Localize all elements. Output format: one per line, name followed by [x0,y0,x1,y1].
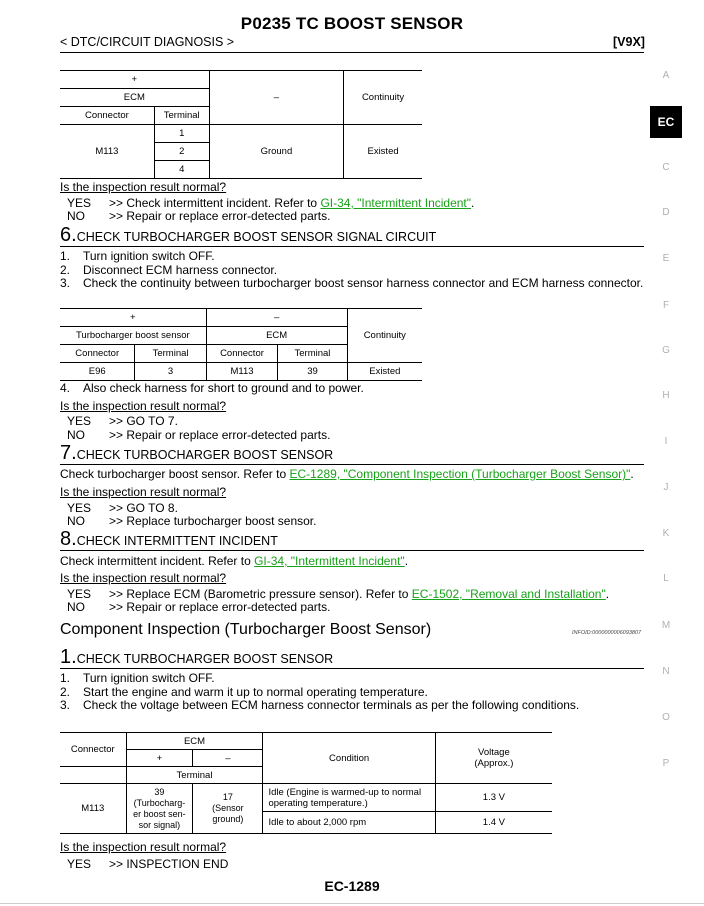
sidebar-letter-c[interactable]: C [662,162,670,173]
sidebar-letter-n[interactable]: N [662,666,670,677]
breadcrumb: < DTC/CIRCUIT DIAGNOSIS > [60,35,235,49]
sidebar-letter-h[interactable]: H [662,390,670,401]
info-id: INFOID:0000000006093807 [572,630,642,636]
step-1-list [60,672,579,713]
yes-row: YES >> INSPECTION END [67,857,229,871]
sidebar-letter-j[interactable]: J [663,482,669,493]
step-6-list [60,250,643,291]
inspection-question: Is the inspection result normal? [60,840,227,854]
sidebar-letter-i[interactable]: I [664,436,668,447]
sidebar-letter-ec-active[interactable]: EC [650,106,682,138]
sidebar-letter-f[interactable]: F [662,300,670,311]
sidebar-letter-g[interactable]: G [662,345,670,356]
step-rule [60,668,644,669]
link-ec1289[interactable]: EC-1289, "Component Inspection (Turbocharger Boost Sensor)" [289,467,631,481]
list-item: 1. Turn ignition switch OFF. [60,671,215,685]
step-7-heading: 7.CHECK TURBOCHARGER BOOST SENSOR [60,442,334,464]
step-8-text: Check intermittent incident. Refer to GI-34, "Intermittent Incident". [60,554,409,568]
step-rule [60,464,644,465]
voltage-table: Connector ECM Condition Voltage (Approx.) + – Terminal M113 39 (Turbocharg- er boost sen- sor signal) 17 (Sensor ground) Idle (Engine is warmed-up to normal operating temperature.) 1.3 V Idle to about 2,000 rpm 1.4 V [60,732,552,834]
inspection-question: Is the inspection result normal? [60,399,227,413]
footer-rule [0,903,704,904]
yes-row: YES >> Check intermittent incident. Refer to GI-34, "Intermittent Incident". [67,196,475,210]
list-item: 3. Check the voltage between ECM harness connector terminals as per the following conditions. [60,698,580,712]
list-item: 3. Check the continuity between turbocharger boost sensor harness connector and ECM harness connector. [60,276,644,290]
model-code: [V9X] [613,35,645,49]
sidebar-letter-a[interactable]: A [662,70,670,81]
inspection-question: Is the inspection result normal? [60,180,227,194]
list-item: 1. Turn ignition switch OFF. [60,249,215,263]
step-7-text: Check turbocharger boost sensor. Refer to EC-1289, "Component Inspection (Turbocharger Boost Sensor)". [60,467,634,481]
no-row: NO >> Repair or replace error-detected parts. [67,600,331,614]
link-gi34[interactable]: GI-34, "Intermittent Incident" [320,196,472,210]
link-ec1502[interactable]: EC-1502, "Removal and Installation" [411,587,606,601]
list-item: 2. Disconnect ECM harness connector. [60,262,278,277]
section-title: Component Inspection (Turbocharger Boost Sensor) [60,621,432,638]
sidebar-letter-e[interactable]: E [662,253,670,264]
no-row: NO >> Replace turbocharger boost sensor. [67,514,317,528]
continuity-table-harness: + – Continuity Turbocharger boost sensor ECM Connector Terminal Connector Terminal E96 3 M113 39 Existed [60,308,422,381]
step-6-list-cont [60,382,364,396]
link-gi34[interactable]: GI-34, "Intermittent Incident" [254,554,405,568]
step-rule [60,550,644,551]
yes-row: YES >> GO TO 8. [67,501,178,515]
page-number: EC-1289 [324,878,380,894]
no-row: NO >> Repair or replace error-detected parts. [67,428,331,442]
sidebar-letter-d[interactable]: D [662,207,670,218]
sidebar-letter-k[interactable]: K [662,528,670,539]
sidebar-letter-o[interactable]: O [662,712,670,723]
page-title: P0235 TC BOOST SENSOR [240,14,464,33]
step-8-heading: 8.CHECK INTERMITTENT INCIDENT [60,528,278,550]
list-item: 2. Start the engine and warm it up to normal operating temperature. [60,684,428,699]
list-item: 4. Also check harness for short to ground and to power. [60,381,364,395]
inspection-question: Is the inspection result normal? [60,485,227,499]
step-1-heading: 1.CHECK TURBOCHARGER BOOST SENSOR [60,646,334,668]
header-rule [60,52,644,53]
sidebar-letter-m[interactable]: M [661,620,671,631]
sidebar-letter-p[interactable]: P [662,758,670,769]
continuity-table-ground: + – Continuity ECM Connector Terminal M113 1 Ground Existed 2 4 [60,70,422,179]
inspection-question: Is the inspection result normal? [60,571,227,585]
yes-row: YES >> Replace ECM (Barometric pressure sensor). Refer to EC-1502, "Removal and Installation". [67,587,610,601]
yes-row: YES >> GO TO 7. [67,414,178,428]
step-6-heading: 6.CHECK TURBOCHARGER BOOST SENSOR SIGNAL CIRCUIT [60,224,437,246]
sidebar-letter-l[interactable]: L [663,573,669,584]
step-rule [60,246,644,247]
no-row: NO >> Repair or replace error-detected parts. [67,209,331,223]
